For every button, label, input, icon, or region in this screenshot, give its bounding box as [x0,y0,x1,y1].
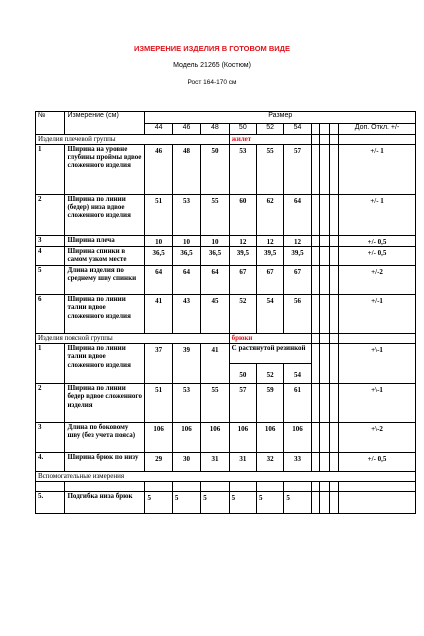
table-body [36,112,416,514]
row-name: Длина по боковому шву (без учета пояса) [65,423,145,453]
table-row [36,266,416,295]
row-value: 43 [172,295,200,334]
row-value: 30 [172,453,200,472]
row-value: 54 [284,364,311,384]
row-number: 5 [36,266,65,295]
row-name: Ширина по линии талии вдвое сложенного изделия [65,344,145,384]
row-value: 41 [145,295,172,334]
row-value: 60 [229,195,256,236]
row-name: Ширина на уровне глубины проймы вдвое сложенного изделия [65,145,145,195]
row-value: 39,5 [284,247,311,266]
row-value: 62 [257,195,284,236]
row-value: 41 [201,344,229,384]
size-header: 50 [229,124,256,135]
row-tolerance: +/- 0,5 [339,236,416,247]
row-value: 106 [284,423,311,453]
row-value: 5 [229,492,256,514]
row-value: 5 [145,492,172,514]
col-no-header: № [36,112,65,135]
row-tolerance: +/- 0,5 [339,247,416,266]
row-value: 10 [201,236,229,247]
tolerance-header: Доп. Откл. +/- [339,124,416,135]
row-value: 51 [145,195,172,236]
row-value: 48 [172,145,200,195]
row-value: 51 [145,384,172,423]
row-name: Ширина брюк по низу [65,453,145,472]
row-value: 12 [257,236,284,247]
row-value: 52 [229,295,256,334]
row-number: 2 [36,384,65,423]
row-value: 50 [201,145,229,195]
row-value: 46 [145,145,172,195]
row-value: 57 [229,384,256,423]
row-value: 64 [145,266,172,295]
row-value: 31 [229,453,256,472]
header-row [36,112,416,124]
document-title: ИЗМЕРЕНИЕ ИЗДЕЛИЯ В ГОТОВОМ ВИДЕ [133,44,291,53]
row-value: 67 [229,266,256,295]
row-tolerance: +\-2 [339,423,416,453]
spacer-row [36,482,416,492]
row-number: 3 [36,423,65,453]
row-tolerance: +\-1 [339,344,416,384]
row-tolerance: +/- 1 [339,195,416,236]
row-value: 36,5 [172,247,200,266]
row-name: Ширина по линии бедер вдвое сложенного изделия [65,384,145,423]
group-tag: жилет [229,135,311,145]
size-header: 46 [172,124,200,135]
row-value: 52 [257,364,284,384]
row-value: 36,5 [201,247,229,266]
row-value: 29 [145,453,172,472]
row-value: 106 [257,423,284,453]
row-name: Ширина спинки в самом узком месте [65,247,145,266]
row-value: 37 [145,344,172,384]
size-header: 48 [201,124,229,135]
row-number: 1 [36,344,65,384]
row-value: 64 [201,266,229,295]
row-number: 5. [36,492,65,514]
group-title: Изделия плечевой группы [36,135,230,145]
row-value: 39,5 [257,247,284,266]
group-title: Изделия поясной группы [36,334,230,344]
row-number: 2 [36,195,65,236]
row-value: 10 [172,236,200,247]
elastic-note: С растянутой резинкой [229,344,311,364]
row-tolerance: +\-1 [339,384,416,423]
row-value: 36,5 [145,247,172,266]
row-value: 33 [284,453,311,472]
row-value: 106 [145,423,172,453]
row-value: 12 [284,236,311,247]
row-number: 3 [36,236,65,247]
row-value: 50 [229,364,256,384]
row-value: 54 [257,295,284,334]
row-value: 39 [172,344,200,384]
row-tolerance [339,492,416,514]
row-value: 5 [257,492,284,514]
group-header-row [36,334,416,344]
table-row [36,453,416,472]
group-header-row [36,135,416,145]
row-value: 5 [172,492,200,514]
row-value: 5 [284,492,311,514]
row-value: 12 [229,236,256,247]
table-row [36,195,416,236]
table-row [36,295,416,334]
row-name: Ширина плеча [65,236,145,247]
row-value: 55 [201,195,229,236]
row-name: Ширина по линии (бедер) низа вдвое сложенного изделия [65,195,145,236]
table-row [36,344,416,364]
row-tolerance: +/- 0,5 [339,453,416,472]
row-value: 64 [284,195,311,236]
col-measure-header: Измерение (см) [65,112,145,135]
row-value: 32 [257,453,284,472]
col-size-header: Размер [145,112,416,124]
row-name: Подгибка низа брюк [65,492,145,514]
row-value: 67 [257,266,284,295]
row-value: 56 [284,295,311,334]
table-row [36,384,416,423]
model-label: Модель 21265 (Костюм) [173,62,251,69]
row-number: 1 [36,145,65,195]
group-tag: брюки [229,334,311,344]
group-header-row [36,472,416,482]
row-name: Длина изделия по среднему шву спинки [65,266,145,295]
row-tolerance: +/- 1 [339,145,416,195]
row-value: 39,5 [229,247,256,266]
row-value: 106 [172,423,200,453]
row-value: 5 [201,492,229,514]
height-label: Рост 164-170 см [187,79,237,86]
row-number: 6 [36,295,65,334]
row-value: 59 [257,384,284,423]
row-value: 61 [284,384,311,423]
table-row [36,247,416,266]
row-value: 106 [229,423,256,453]
table-row [36,423,416,453]
row-value: 106 [201,423,229,453]
row-value: 57 [284,145,311,195]
size-header: 54 [284,124,311,135]
row-value: 64 [172,266,200,295]
row-value: 45 [201,295,229,334]
row-name: Ширина по линии талии вдвое сложенного изделия [65,295,145,334]
row-value: 55 [201,384,229,423]
row-value: 53 [229,145,256,195]
table-row [36,492,416,514]
size-header: 52 [257,124,284,135]
measurement-table [35,111,416,514]
row-value: 55 [257,145,284,195]
row-value: 67 [284,266,311,295]
row-number: 4. [36,453,65,472]
table-row [36,236,416,247]
row-value: 31 [201,453,229,472]
row-value: 53 [172,384,200,423]
row-value: 10 [145,236,172,247]
row-value: 53 [172,195,200,236]
row-tolerance: +/-2 [339,266,416,295]
table-row [36,145,416,195]
row-number: 4 [36,247,65,266]
size-header: 44 [145,124,172,135]
group-title: Вспомогательные измерения [36,472,416,482]
row-tolerance: +/-1 [339,295,416,334]
